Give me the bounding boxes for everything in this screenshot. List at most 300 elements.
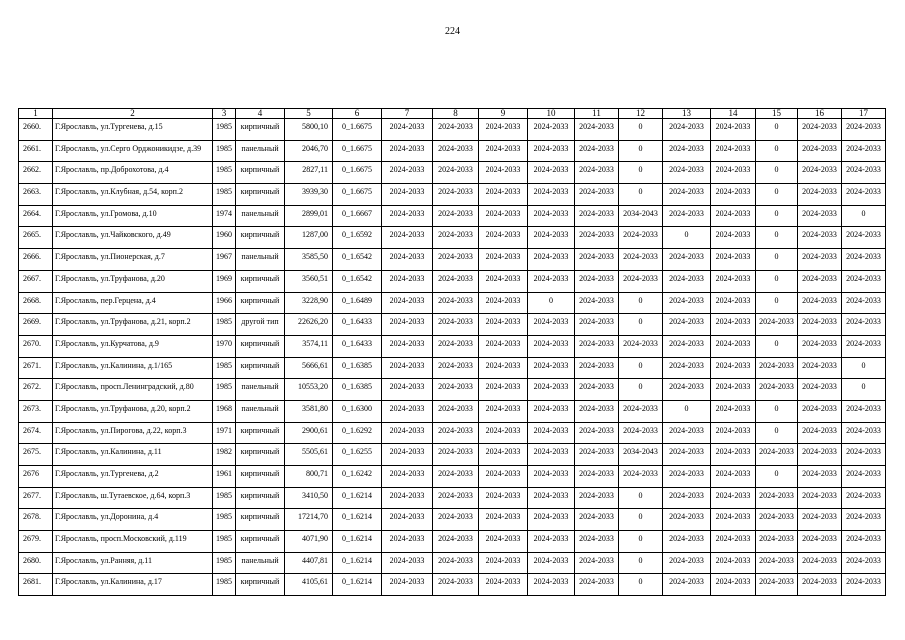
cell-col-10: 2024-2033 — [528, 487, 575, 509]
cell-col-8: 2024-2033 — [433, 140, 479, 162]
cell-col-15: 2024-2033 — [756, 379, 798, 401]
cell-col-15: 2024-2033 — [756, 487, 798, 509]
cell-col-10: 2024-2033 — [528, 227, 575, 249]
cell-col-12: 0 — [619, 119, 663, 141]
cell-col-15: 2024-2033 — [756, 357, 798, 379]
cell-col-8: 2024-2033 — [433, 335, 479, 357]
table-row — [19, 531, 886, 553]
column-header: 17 — [842, 109, 886, 119]
cell-area: 800,71 — [285, 466, 333, 488]
cell-col-7: 2024-2033 — [382, 335, 433, 357]
cell-col-13: 2024-2033 — [663, 335, 711, 357]
cell-col-9: 2024-2033 — [479, 140, 528, 162]
cell-col-16: 2024-2033 — [798, 162, 842, 184]
cell-year: 1969 — [213, 270, 236, 292]
table-row — [19, 444, 886, 466]
cell-col-16: 2024-2033 — [798, 184, 842, 206]
cell-row-number: 2671. — [19, 357, 53, 379]
cell-col-11: 2024-2033 — [575, 119, 619, 141]
table-row — [19, 357, 886, 379]
cell-col-15: 2024-2033 — [756, 314, 798, 336]
cell-col-10: 2024-2033 — [528, 205, 575, 227]
table-body — [19, 119, 886, 596]
cell-col-16: 2024-2033 — [798, 314, 842, 336]
cell-index: 0_1.6592 — [333, 227, 382, 249]
cell-col-8: 2024-2033 — [433, 422, 479, 444]
cell-col-15: 2024-2033 — [756, 509, 798, 531]
cell-col-16: 2024-2033 — [798, 574, 842, 596]
cell-col-12: 0 — [619, 140, 663, 162]
cell-material: панельный — [236, 552, 285, 574]
column-header: 16 — [798, 109, 842, 119]
cell-col-9: 2024-2033 — [479, 119, 528, 141]
cell-col-12: 0 — [619, 162, 663, 184]
cell-material: кирпичный — [236, 119, 285, 141]
cell-address: Г.Ярославль, ул.Доронина, д.4 — [53, 509, 213, 531]
cell-col-15: 0 — [756, 184, 798, 206]
cell-col-10: 2024-2033 — [528, 466, 575, 488]
column-header: 15 — [756, 109, 798, 119]
cell-index: 0_1.6675 — [333, 184, 382, 206]
cell-area: 5666,61 — [285, 357, 333, 379]
cell-col-17: 2024-2033 — [842, 292, 886, 314]
cell-col-12: 2024-2033 — [619, 249, 663, 271]
cell-address: Г.Ярославль, ул.Пирогова, д.22, корп.3 — [53, 422, 213, 444]
cell-year: 1985 — [213, 487, 236, 509]
cell-year: 1982 — [213, 444, 236, 466]
cell-col-17: 2024-2033 — [842, 422, 886, 444]
cell-year: 1970 — [213, 335, 236, 357]
cell-col-17: 0 — [842, 357, 886, 379]
cell-material: панельный — [236, 249, 285, 271]
table-row — [19, 140, 886, 162]
cell-col-8: 2024-2033 — [433, 270, 479, 292]
cell-address: Г.Ярославль, пр.Доброхотова, д.4 — [53, 162, 213, 184]
cell-col-11: 2024-2033 — [575, 379, 619, 401]
cell-col-8: 2024-2033 — [433, 531, 479, 553]
cell-col-9: 2024-2033 — [479, 422, 528, 444]
cell-col-10: 2024-2033 — [528, 357, 575, 379]
cell-index: 0_1.6292 — [333, 422, 382, 444]
table-row — [19, 509, 886, 531]
cell-col-8: 2024-2033 — [433, 444, 479, 466]
column-header: 3 — [213, 109, 236, 119]
cell-col-13: 2024-2033 — [663, 314, 711, 336]
cell-col-10: 2024-2033 — [528, 184, 575, 206]
cell-col-7: 2024-2033 — [382, 162, 433, 184]
column-header: 6 — [333, 109, 382, 119]
cell-material: кирпичный — [236, 357, 285, 379]
cell-material: кирпичный — [236, 574, 285, 596]
cell-col-12: 2024-2033 — [619, 270, 663, 292]
cell-index: 0_1.6242 — [333, 466, 382, 488]
cell-col-15: 0 — [756, 249, 798, 271]
cell-col-17: 2024-2033 — [842, 184, 886, 206]
cell-col-14: 2024-2033 — [711, 531, 756, 553]
cell-col-12: 2034-2043 — [619, 205, 663, 227]
cell-col-16: 2024-2033 — [798, 466, 842, 488]
cell-address: Г.Ярославль, ул.Серго Орджоникидзе, д.39 — [53, 140, 213, 162]
cell-col-15: 2024-2033 — [756, 574, 798, 596]
cell-col-11: 2024-2033 — [575, 227, 619, 249]
cell-address: Г.Ярославль, ул.Курчатова, д.9 — [53, 335, 213, 357]
cell-col-9: 2024-2033 — [479, 184, 528, 206]
table-row — [19, 466, 886, 488]
cell-year: 1971 — [213, 422, 236, 444]
cell-col-7: 2024-2033 — [382, 487, 433, 509]
cell-col-14: 2024-2033 — [711, 249, 756, 271]
cell-year: 1985 — [213, 531, 236, 553]
cell-row-number: 2673. — [19, 400, 53, 422]
cell-col-15: 0 — [756, 270, 798, 292]
cell-col-7: 2024-2033 — [382, 379, 433, 401]
cell-col-13: 2024-2033 — [663, 531, 711, 553]
cell-col-10: 0 — [528, 292, 575, 314]
cell-col-13: 2024-2033 — [663, 270, 711, 292]
cell-col-16: 2024-2033 — [798, 335, 842, 357]
cell-address: Г.Ярославль, пер.Герцена, д.4 — [53, 292, 213, 314]
cell-col-14: 2024-2033 — [711, 292, 756, 314]
cell-col-11: 2024-2033 — [575, 487, 619, 509]
cell-col-7: 2024-2033 — [382, 184, 433, 206]
cell-col-14: 2024-2033 — [711, 357, 756, 379]
table-row — [19, 184, 886, 206]
cell-col-16: 2024-2033 — [798, 205, 842, 227]
cell-col-14: 2024-2033 — [711, 205, 756, 227]
cell-col-16: 2024-2033 — [798, 270, 842, 292]
cell-col-9: 2024-2033 — [479, 531, 528, 553]
cell-col-12: 0 — [619, 314, 663, 336]
cell-col-16: 2024-2033 — [798, 400, 842, 422]
cell-col-15: 0 — [756, 422, 798, 444]
cell-index: 0_1.6255 — [333, 444, 382, 466]
cell-col-9: 2024-2033 — [479, 162, 528, 184]
cell-col-17: 2024-2033 — [842, 119, 886, 141]
cell-col-13: 2024-2033 — [663, 487, 711, 509]
cell-col-16: 2024-2033 — [798, 119, 842, 141]
cell-row-number: 2661. — [19, 140, 53, 162]
cell-area: 3581,80 — [285, 400, 333, 422]
cell-col-11: 2024-2033 — [575, 422, 619, 444]
cell-col-14: 2024-2033 — [711, 162, 756, 184]
cell-col-17: 2024-2033 — [842, 227, 886, 249]
cell-address: Г.Ярославль, ул.Калинина, д.11 — [53, 444, 213, 466]
cell-material: панельный — [236, 400, 285, 422]
table-row — [19, 335, 886, 357]
column-header: 14 — [711, 109, 756, 119]
cell-index: 0_1.6675 — [333, 162, 382, 184]
cell-address: Г.Ярославль, просп.Московский, д.119 — [53, 531, 213, 553]
cell-col-7: 2024-2033 — [382, 574, 433, 596]
cell-col-15: 0 — [756, 162, 798, 184]
cell-col-12: 0 — [619, 552, 663, 574]
cell-area: 3560,51 — [285, 270, 333, 292]
cell-col-11: 2024-2033 — [575, 357, 619, 379]
cell-row-number: 2665. — [19, 227, 53, 249]
cell-col-16: 2024-2033 — [798, 422, 842, 444]
cell-col-10: 2024-2033 — [528, 422, 575, 444]
cell-material: панельный — [236, 140, 285, 162]
cell-material: кирпичный — [236, 444, 285, 466]
column-header: 2 — [53, 109, 213, 119]
cell-col-11: 2024-2033 — [575, 531, 619, 553]
cell-col-11: 2024-2033 — [575, 205, 619, 227]
cell-col-16: 2024-2033 — [798, 357, 842, 379]
cell-year: 1968 — [213, 400, 236, 422]
cell-col-8: 2024-2033 — [433, 162, 479, 184]
column-header: 11 — [575, 109, 619, 119]
table-row — [19, 270, 886, 292]
cell-col-7: 2024-2033 — [382, 227, 433, 249]
table-row — [19, 487, 886, 509]
cell-col-9: 2024-2033 — [479, 574, 528, 596]
cell-col-11: 2024-2033 — [575, 140, 619, 162]
cell-row-number: 2666. — [19, 249, 53, 271]
cell-col-8: 2024-2033 — [433, 205, 479, 227]
cell-area: 3410,50 — [285, 487, 333, 509]
cell-col-13: 2024-2033 — [663, 184, 711, 206]
cell-index: 0_1.6300 — [333, 400, 382, 422]
cell-col-15: 0 — [756, 400, 798, 422]
cell-year: 1985 — [213, 509, 236, 531]
data-table — [18, 108, 886, 596]
table-row — [19, 292, 886, 314]
cell-col-12: 0 — [619, 574, 663, 596]
cell-col-15: 0 — [756, 466, 798, 488]
cell-col-7: 2024-2033 — [382, 205, 433, 227]
table-row — [19, 552, 886, 574]
cell-address: Г.Ярославль, ул.Громова, д.10 — [53, 205, 213, 227]
cell-col-14: 2024-2033 — [711, 227, 756, 249]
cell-row-number: 2669. — [19, 314, 53, 336]
cell-col-9: 2024-2033 — [479, 292, 528, 314]
cell-col-15: 0 — [756, 205, 798, 227]
cell-col-7: 2024-2033 — [382, 249, 433, 271]
header-row — [19, 109, 886, 119]
cell-col-8: 2024-2033 — [433, 400, 479, 422]
cell-row-number: 2680. — [19, 552, 53, 574]
cell-col-14: 2024-2033 — [711, 270, 756, 292]
cell-index: 0_1.6542 — [333, 249, 382, 271]
cell-col-11: 2024-2033 — [575, 335, 619, 357]
column-header: 7 — [382, 109, 433, 119]
cell-col-9: 2024-2033 — [479, 314, 528, 336]
cell-index: 0_1.6675 — [333, 119, 382, 141]
cell-row-number: 2664. — [19, 205, 53, 227]
cell-col-9: 2024-2033 — [479, 487, 528, 509]
cell-col-17: 2024-2033 — [842, 574, 886, 596]
cell-year: 1967 — [213, 249, 236, 271]
cell-col-14: 2024-2033 — [711, 487, 756, 509]
cell-material: другой тип — [236, 314, 285, 336]
cell-address: Г.Ярославль, ул.Труфанова, д.20 — [53, 270, 213, 292]
cell-material: кирпичный — [236, 466, 285, 488]
cell-year: 1985 — [213, 162, 236, 184]
cell-col-12: 0 — [619, 184, 663, 206]
cell-material: кирпичный — [236, 335, 285, 357]
column-header: 4 — [236, 109, 285, 119]
table-row — [19, 119, 886, 141]
cell-material: кирпичный — [236, 184, 285, 206]
cell-row-number: 2662. — [19, 162, 53, 184]
column-header: 9 — [479, 109, 528, 119]
cell-col-7: 2024-2033 — [382, 422, 433, 444]
cell-row-number: 2663. — [19, 184, 53, 206]
cell-address: Г.Ярославль, ул.Калинина, д.1/165 — [53, 357, 213, 379]
cell-col-11: 2024-2033 — [575, 314, 619, 336]
cell-col-13: 2024-2033 — [663, 422, 711, 444]
cell-col-17: 2024-2033 — [842, 466, 886, 488]
column-header: 8 — [433, 109, 479, 119]
cell-col-13: 2024-2033 — [663, 552, 711, 574]
cell-col-8: 2024-2033 — [433, 509, 479, 531]
cell-col-10: 2024-2033 — [528, 574, 575, 596]
cell-col-16: 2024-2033 — [798, 227, 842, 249]
cell-address: Г.Ярославль, ул.Тургенева, д.15 — [53, 119, 213, 141]
cell-col-8: 2024-2033 — [433, 249, 479, 271]
cell-col-14: 2024-2033 — [711, 509, 756, 531]
cell-row-number: 2678. — [19, 509, 53, 531]
table-row — [19, 400, 886, 422]
cell-col-17: 2024-2033 — [842, 487, 886, 509]
cell-col-14: 2024-2033 — [711, 574, 756, 596]
cell-year: 1966 — [213, 292, 236, 314]
cell-col-14: 2024-2033 — [711, 466, 756, 488]
cell-col-14: 2024-2033 — [711, 444, 756, 466]
cell-year: 1985 — [213, 379, 236, 401]
cell-index: 0_1.6675 — [333, 140, 382, 162]
cell-col-11: 2024-2033 — [575, 444, 619, 466]
cell-col-12: 0 — [619, 379, 663, 401]
cell-col-15: 2024-2033 — [756, 552, 798, 574]
cell-col-15: 0 — [756, 140, 798, 162]
cell-area: 2899,01 — [285, 205, 333, 227]
cell-col-11: 2024-2033 — [575, 574, 619, 596]
cell-col-8: 2024-2033 — [433, 379, 479, 401]
cell-index: 0_1.6214 — [333, 574, 382, 596]
cell-col-17: 2024-2033 — [842, 552, 886, 574]
cell-index: 0_1.6385 — [333, 379, 382, 401]
cell-year: 1985 — [213, 314, 236, 336]
cell-row-number: 2667. — [19, 270, 53, 292]
cell-col-9: 2024-2033 — [479, 444, 528, 466]
cell-col-10: 2024-2033 — [528, 249, 575, 271]
cell-material: кирпичный — [236, 162, 285, 184]
cell-col-13: 2024-2033 — [663, 444, 711, 466]
column-header: 5 — [285, 109, 333, 119]
cell-col-8: 2024-2033 — [433, 227, 479, 249]
cell-index: 0_1.6385 — [333, 357, 382, 379]
cell-index: 0_1.6214 — [333, 487, 382, 509]
cell-col-14: 2024-2033 — [711, 552, 756, 574]
cell-index: 0_1.6214 — [333, 509, 382, 531]
cell-col-13: 2024-2033 — [663, 466, 711, 488]
cell-col-8: 2024-2033 — [433, 487, 479, 509]
cell-row-number: 2672. — [19, 379, 53, 401]
cell-row-number: 2670. — [19, 335, 53, 357]
cell-row-number: 2675. — [19, 444, 53, 466]
cell-col-13: 2024-2033 — [663, 119, 711, 141]
cell-col-13: 2024-2033 — [663, 140, 711, 162]
cell-year: 1960 — [213, 227, 236, 249]
cell-material: кирпичный — [236, 531, 285, 553]
cell-col-14: 2024-2033 — [711, 314, 756, 336]
cell-col-11: 2024-2033 — [575, 400, 619, 422]
cell-col-7: 2024-2033 — [382, 314, 433, 336]
cell-col-15: 0 — [756, 292, 798, 314]
cell-col-8: 2024-2033 — [433, 574, 479, 596]
cell-col-10: 2024-2033 — [528, 335, 575, 357]
cell-area: 22626,20 — [285, 314, 333, 336]
cell-material: кирпичный — [236, 227, 285, 249]
cell-col-14: 2024-2033 — [711, 184, 756, 206]
cell-address: Г.Ярославль, просп.Ленинградский, д.80 — [53, 379, 213, 401]
cell-year: 1985 — [213, 574, 236, 596]
cell-col-10: 2024-2033 — [528, 444, 575, 466]
cell-col-16: 2024-2033 — [798, 487, 842, 509]
cell-col-7: 2024-2033 — [382, 270, 433, 292]
cell-area: 10553,20 — [285, 379, 333, 401]
cell-col-17: 2024-2033 — [842, 162, 886, 184]
cell-index: 0_1.6433 — [333, 314, 382, 336]
cell-index: 0_1.6433 — [333, 335, 382, 357]
column-header: 1 — [19, 109, 53, 119]
cell-col-14: 2024-2033 — [711, 140, 756, 162]
cell-area: 17214,70 — [285, 509, 333, 531]
cell-address: Г.Ярославль, ул.Труфанова, д.20, корп.2 — [53, 400, 213, 422]
cell-row-number: 2660. — [19, 119, 53, 141]
cell-col-13: 2024-2033 — [663, 509, 711, 531]
cell-col-9: 2024-2033 — [479, 335, 528, 357]
cell-col-10: 2024-2033 — [528, 119, 575, 141]
cell-col-7: 2024-2033 — [382, 119, 433, 141]
cell-address: Г.Ярославль, ш.Тутаевское, д.64, корп.3 — [53, 487, 213, 509]
cell-col-16: 2024-2033 — [798, 379, 842, 401]
cell-col-9: 2024-2033 — [479, 270, 528, 292]
cell-row-number: 2681. — [19, 574, 53, 596]
cell-material: кирпичный — [236, 270, 285, 292]
cell-col-7: 2024-2033 — [382, 444, 433, 466]
cell-col-9: 2024-2033 — [479, 227, 528, 249]
cell-material: панельный — [236, 205, 285, 227]
cell-year: 1985 — [213, 140, 236, 162]
table-row — [19, 574, 886, 596]
cell-col-10: 2024-2033 — [528, 531, 575, 553]
cell-index: 0_1.6489 — [333, 292, 382, 314]
cell-col-11: 2024-2033 — [575, 466, 619, 488]
cell-col-10: 2024-2033 — [528, 270, 575, 292]
cell-area: 1287,00 — [285, 227, 333, 249]
cell-index: 0_1.6214 — [333, 531, 382, 553]
cell-col-12: 0 — [619, 357, 663, 379]
cell-year: 1961 — [213, 466, 236, 488]
cell-col-8: 2024-2033 — [433, 552, 479, 574]
cell-col-17: 2024-2033 — [842, 140, 886, 162]
cell-col-8: 2024-2033 — [433, 357, 479, 379]
cell-address: Г.Ярославль, ул.Чайковского, д.49 — [53, 227, 213, 249]
cell-col-12: 2024-2033 — [619, 335, 663, 357]
cell-area: 4071,90 — [285, 531, 333, 553]
cell-col-14: 2024-2033 — [711, 379, 756, 401]
cell-col-13: 0 — [663, 400, 711, 422]
cell-col-15: 2024-2033 — [756, 444, 798, 466]
cell-row-number: 2668. — [19, 292, 53, 314]
cell-address: Г.Ярославль, ул.Пионерская, д.7 — [53, 249, 213, 271]
cell-col-12: 2024-2033 — [619, 400, 663, 422]
cell-index: 0_1.6214 — [333, 552, 382, 574]
cell-col-14: 2024-2033 — [711, 335, 756, 357]
column-header: 10 — [528, 109, 575, 119]
